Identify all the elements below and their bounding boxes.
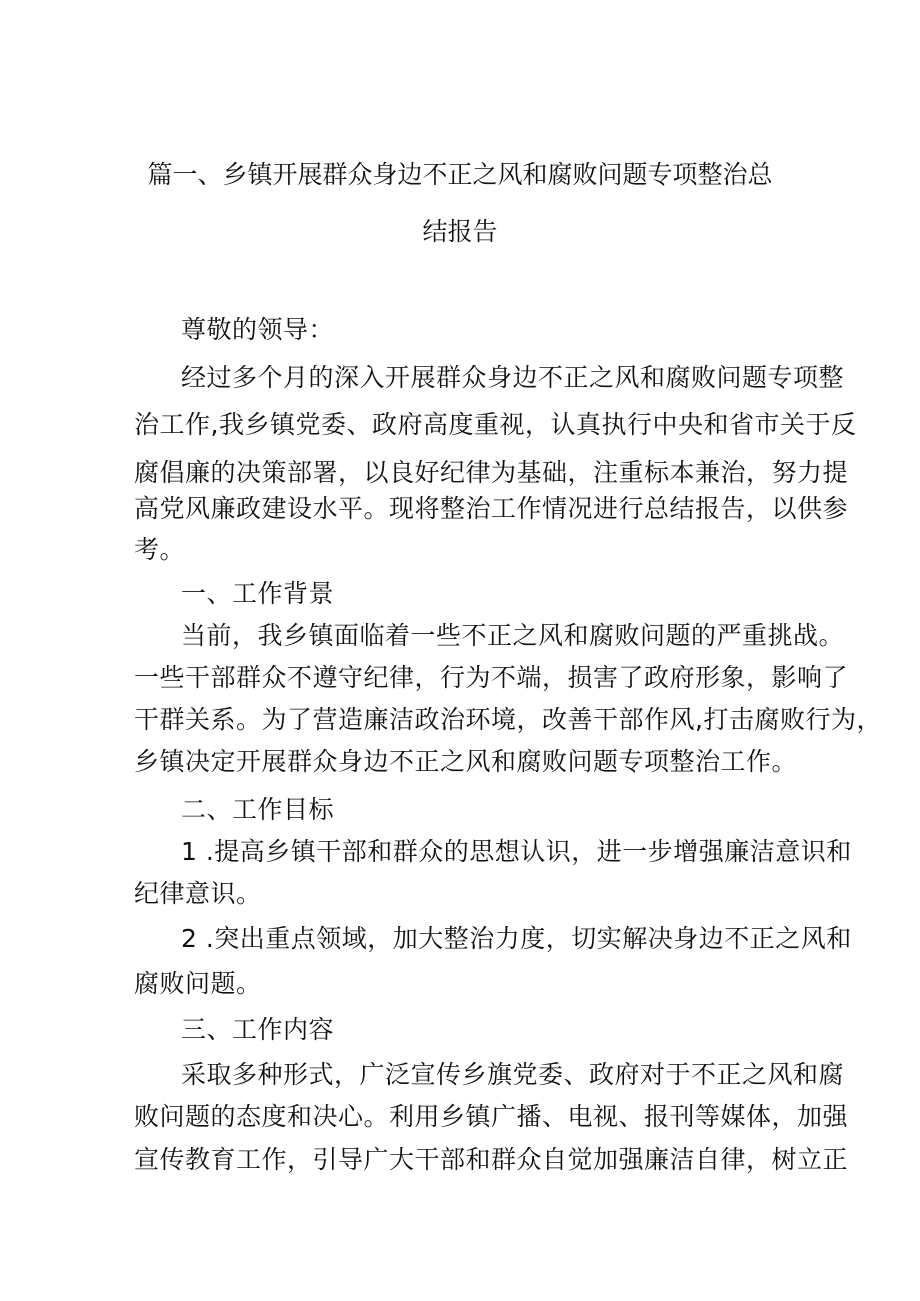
body-line: 乡镇决定开展群众身边不正之风和腐败问题专项整治工作。	[134, 747, 798, 776]
section-heading: 一、工作背景	[181, 579, 335, 608]
document-title-line-2: 结报告	[422, 217, 498, 246]
body-line: 干群关系。为了营造廉洁政治环境，改善干部作风,打击腐败行为，	[134, 705, 882, 734]
body-line: 高党风廉政建设水平。现将整治工作情况进行总结报告，以供参	[134, 494, 849, 523]
body-line: 一些干部群众不遵守纪律，行为不端，损害了政府形象，影响了	[134, 663, 849, 692]
section-heading: 二、工作目标	[181, 795, 335, 824]
body-line: 纪律意识。	[134, 879, 262, 908]
body-line: 经过多个月的深入开展群众身边不正之风和腐败问题专项整	[181, 363, 845, 392]
body-line: 治工作,我乡镇党委、政府高度重视，认真执行中央和省市关于反	[134, 410, 857, 439]
list-item: 1 .提高乡镇干部和群众的思想认识，进一步增强廉洁意识和	[181, 837, 852, 866]
body-line: 采取多种形式，广泛宣传乡旗党委、政府对于不正之风和腐	[181, 1060, 845, 1089]
section-heading: 三、工作内容	[181, 1015, 335, 1044]
body-line: 腐败问题。	[134, 969, 262, 998]
body-line: 当前，我乡镇面临着一些不正之风和腐败问题的严重挑战。	[181, 621, 845, 650]
salutation: 尊敬的领导：	[181, 315, 335, 344]
body-line: 考。	[134, 535, 186, 564]
body-line: 败问题的态度和决心。利用乡镇广播、电视、报刊等媒体，加强	[134, 1102, 849, 1131]
body-line: 宣传教育工作，引导广大干部和群众自觉加强廉洁自律，树立正	[134, 1145, 849, 1174]
body-line: 腐倡廉的决策部署，以良好纪律为基础，注重标本兼治，努力提	[134, 458, 849, 487]
document-title-line-1: 篇一、乡镇开展群众身边不正之风和腐败问题专项整治总	[147, 160, 773, 189]
list-item: 2 .突出重点领域，加大整治力度，切实解决身边不正之风和	[181, 924, 852, 953]
